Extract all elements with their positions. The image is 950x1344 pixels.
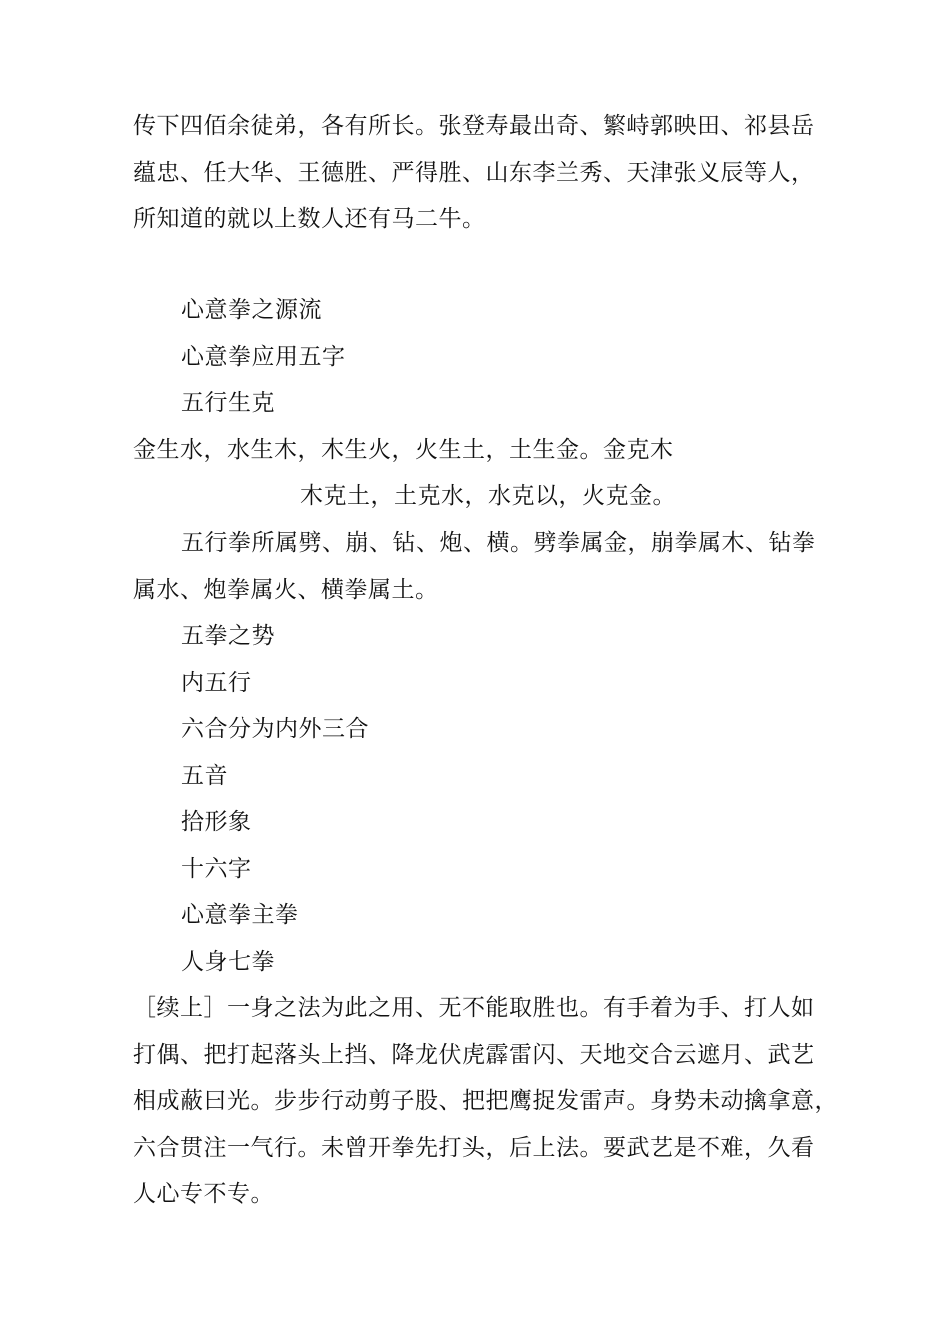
paragraph-disciples	[133, 103, 833, 243]
section-headings-1	[181, 287, 346, 427]
heading-item: 六合分为内外三合	[181, 716, 369, 742]
text-line: 打偶、把打起落头上挡、降龙伏虎霹雷闪、天地交合云遮月、武艺	[133, 1041, 815, 1068]
text-line: 相成蔽曰光。步步行动剪子股、把把鹰捉发雷声。身势未动擒拿意，	[133, 1088, 838, 1114]
text-line: 属水、炮拳属火、横拳属土。	[133, 576, 439, 603]
text-line: ［续上］一身之法为此之用、无不能取胜也。有手着为手、打人如	[133, 995, 815, 1021]
heading-item: 五拳之势	[181, 623, 275, 649]
text-line: 六合贯注一气行。未曾开拳先打头，后上法。要武艺是不难，久看	[133, 1134, 815, 1161]
heading-item: 拾形象	[181, 809, 252, 835]
heading-xinyi-origin: 心意拳之源流	[181, 297, 322, 323]
text-line: 所知道的就以上数人还有马二牛。	[133, 206, 486, 232]
heading-five-elements: 五行生克	[181, 390, 275, 416]
paragraph-continued	[133, 985, 838, 1218]
heading-item: 五音	[181, 762, 228, 789]
heading-item: 心意拳主拳	[181, 902, 299, 928]
wuxing-restraint-line: 木克土，土克水，水克以，火克金。	[300, 483, 676, 509]
heading-item: 内五行	[181, 669, 252, 696]
paragraph-five-fists	[133, 520, 833, 613]
section-headings-2	[181, 613, 369, 985]
heading-item: 十六字	[181, 855, 252, 882]
text-line: 传下四佰余徒弟，各有所长。张登寿最出奇、繁峙郭映田、祁县岳	[133, 113, 815, 139]
heading-item: 人身七拳	[181, 948, 275, 975]
heading-xinyi-five-words: 心意拳应用五字	[181, 343, 346, 370]
text-line: 蕴忠、任大华、王德胜、严得胜、山东李兰秀、天津张义辰等人，	[133, 159, 815, 186]
text-line: 五行拳所属劈、崩、钻、炮、横。劈拳属金，崩拳属木、钻拳	[181, 530, 816, 556]
text-line: 人心专不专。	[133, 1181, 274, 1207]
wuxing-generation-line: 金生水，水生木，木生火，火生土，土生金。金克木	[133, 437, 674, 463]
